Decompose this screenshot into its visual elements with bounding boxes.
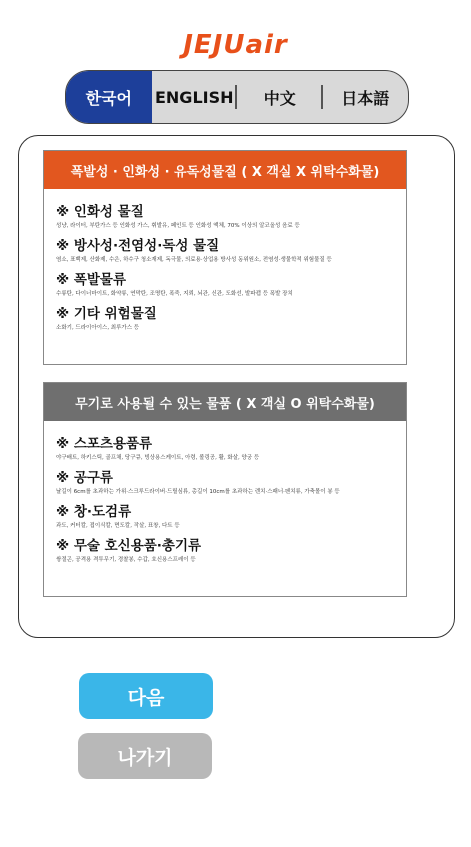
list-item	[56, 203, 396, 231]
item-title: ※ 기타 위험물질	[56, 306, 157, 322]
list-item	[56, 435, 396, 463]
item-description: 염소, 표백제, 산화제, 수은, 하수구 청소재제, 독극물, 의료용·상업용 방사성 동위원소, 전염성·생물학적 위험물질 등	[56, 257, 332, 263]
item-description: 쌍절곤, 공격용 격투무기, 경찰봉, 수갑, 호신용스프레이 등	[56, 557, 196, 563]
item-description: 소화기, 드라이아이스, 최루가스 등	[56, 325, 140, 331]
lang-korean-tab[interactable]	[66, 71, 152, 123]
item-description: 날길이 6cm를 초과하는 가위·스크루드라이버·드릴심류, 총길이 10cm를 초과하는 렌치·스패너·펜치류, 가축몰이 봉 등	[56, 489, 340, 495]
item-title: ※ 공구류	[56, 470, 113, 486]
item-description: 성냥, 라이터, 부탄가스 등 인화성 가스, 휘발유, 페인트 등 인화성 액체, 70% 이상의 알코올성 음료 등	[56, 223, 300, 229]
item-title: ※ 인화성 물질	[56, 204, 144, 220]
lang-japanese-tab[interactable]	[323, 71, 409, 123]
lang-english-label: ENGLISH	[154, 87, 234, 107]
prohibited-items-header: 폭발성 · 인화성 · 유독성물질 ( X 객실 X 위탁수화물)	[44, 151, 406, 189]
lang-korean-label: 한국어	[85, 88, 132, 108]
list-item	[56, 503, 396, 531]
list-item	[56, 305, 396, 333]
list-item	[56, 537, 396, 565]
item-title: ※ 무술 호신용품·총기류	[56, 538, 202, 554]
language-selector	[65, 70, 409, 124]
exit-button[interactable]: 나가기	[78, 733, 212, 779]
weapon-items-header: 무기로 사용될 수 있는 물품 ( X 객실 O 위탁수화물)	[44, 383, 406, 421]
item-title: ※ 방사성·전염성·독성 물질	[56, 238, 220, 254]
lang-english-tab[interactable]	[152, 71, 238, 123]
prohibited-items-box	[43, 150, 407, 365]
lang-chinese-label: 中文	[263, 88, 296, 108]
item-title: ※ 스포츠용품류	[56, 436, 153, 452]
item-title: ※ 창·도검류	[56, 504, 132, 520]
list-item	[56, 237, 396, 265]
lang-chinese-tab[interactable]	[237, 71, 323, 123]
weapon-items-box	[43, 382, 407, 597]
item-description: 수류탄, 다이너마이트, 화약류, 연막탄, 조명탄, 폭죽, 지뢰, 뇌관, 신관, 도화선, 발파캡 등 폭발 장치	[56, 291, 293, 297]
item-description: 야구배트, 하키스틱, 골프채, 당구큐, 빙상용스케이트, 아령, 볼링공, 활, 화살, 양궁 등	[56, 455, 260, 461]
next-button[interactable]: 다음	[79, 673, 213, 719]
jejuair-logo: JEJUair	[183, 30, 288, 60]
item-description: 과도, 커터칼, 접이식칼, 면도칼, 작살, 표창, 다트 등	[56, 523, 180, 529]
lang-japanese-label: 日本語	[341, 88, 390, 108]
list-item	[56, 469, 396, 497]
list-item	[56, 271, 396, 299]
item-title: ※ 폭발물류	[56, 272, 126, 288]
